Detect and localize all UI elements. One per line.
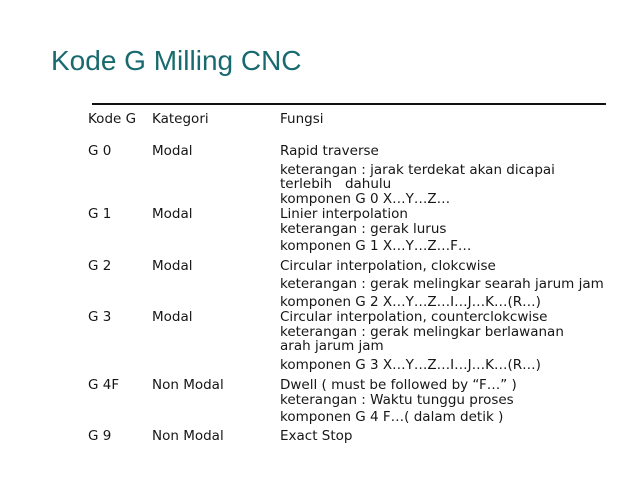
kode-cell: G 4F xyxy=(88,377,120,393)
komponen-line: komponen G 0 X…Y…Z… xyxy=(280,191,451,207)
fungsi-line: Dwell ( must be followed by “F…” ) xyxy=(280,377,517,393)
kategori-cell: Modal xyxy=(152,143,193,159)
kategori-cell: Modal xyxy=(152,309,193,325)
kode-cell: G 0 xyxy=(88,143,112,159)
fungsi-cell xyxy=(280,377,632,425)
kategori-cell: Non Modal xyxy=(152,428,224,444)
kode-cell: G 2 xyxy=(88,258,112,274)
komponen-line: komponen G 4 F…( dalam detik ) xyxy=(280,409,504,425)
fungsi-cell xyxy=(280,143,632,207)
keterangan-line: arah jarum jam xyxy=(280,338,384,354)
keterangan-line: terlebih dahulu xyxy=(280,176,392,192)
fungsi-cell xyxy=(280,258,632,310)
kode-cell: G 1 xyxy=(88,206,112,222)
fungsi-line: Linier interpolation xyxy=(280,206,408,222)
komponen-line: komponen G 2 X…Y…Z…I…J…K…(R…) xyxy=(280,294,541,310)
kategori-cell: Modal xyxy=(152,258,193,274)
kode-cell: G 9 xyxy=(88,428,112,444)
fungsi-line: Exact Stop xyxy=(280,428,353,444)
kode-cell: G 3 xyxy=(88,309,112,325)
fungsi-cell xyxy=(280,206,632,254)
fungsi-line: Circular interpolation, counterclokcwise xyxy=(280,309,548,325)
keterangan-line: keterangan : gerak melingkar searah jarum jam xyxy=(280,276,604,292)
komponen-line: komponen G 3 X…Y…Z…I…J…K…(R…) xyxy=(280,357,541,373)
keterangan-line: keterangan : Waktu tunggu proses xyxy=(280,392,514,408)
slide-title: Kode G Milling CNC xyxy=(51,45,302,76)
fungsi-cell xyxy=(280,309,632,373)
title-underline xyxy=(92,103,606,105)
column-header-kategori: Kategori xyxy=(152,111,209,127)
keterangan-line: keterangan : gerak melingkar berlawanan xyxy=(280,324,564,340)
kategori-cell: Non Modal xyxy=(152,377,224,393)
fungsi-line: Rapid traverse xyxy=(280,143,379,159)
column-header-kode-g: Kode G xyxy=(88,111,137,127)
kategori-cell: Modal xyxy=(152,206,193,222)
komponen-line: komponen G 1 X…Y…Z…F… xyxy=(280,238,472,254)
column-header-fungsi: Fungsi xyxy=(280,111,324,127)
keterangan-line: keterangan : gerak lurus xyxy=(280,221,447,237)
fungsi-line: Circular interpolation, clokcwise xyxy=(280,258,496,274)
fungsi-cell xyxy=(280,428,632,444)
keterangan-line: keterangan : jarak terdekat akan dicapai xyxy=(280,162,555,178)
